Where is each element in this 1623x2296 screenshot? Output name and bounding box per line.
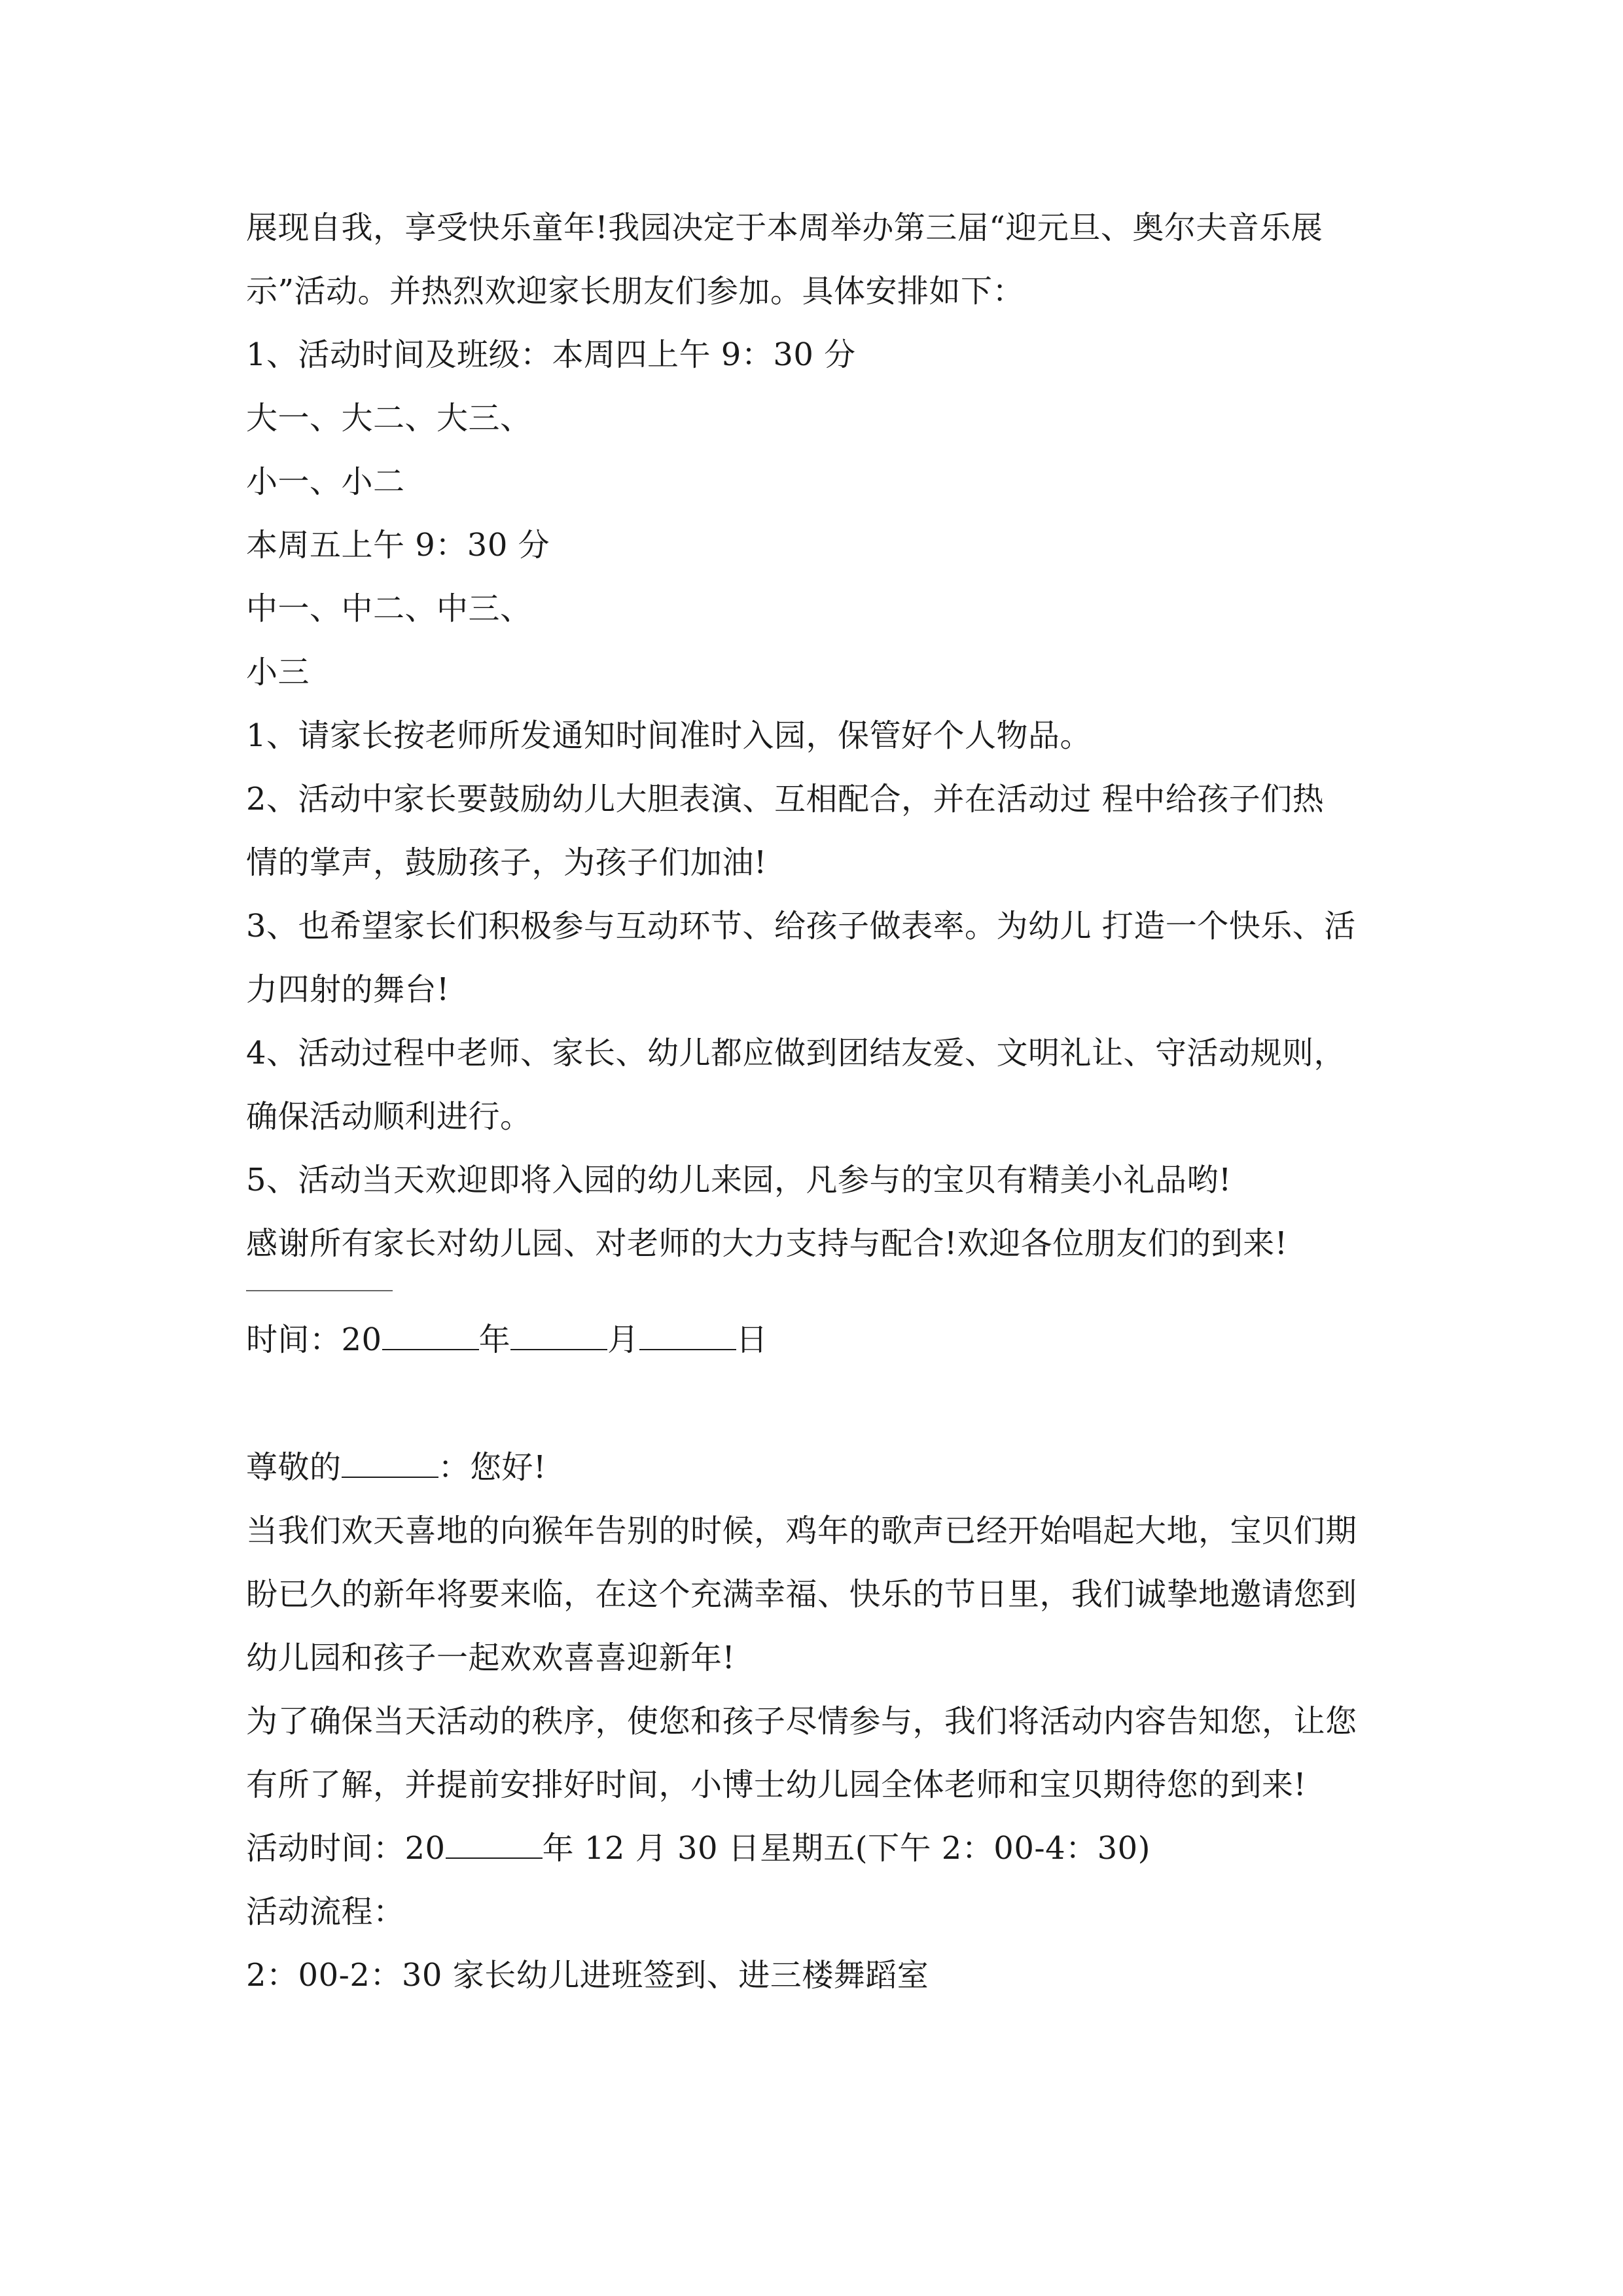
schedule-line: 大一、大二、大三、 bbox=[246, 400, 532, 437]
date-prefix: 时间：20 bbox=[246, 1321, 382, 1358]
body-line: 盼已久的新年将要来临，在这个充满幸福、快乐的节日里，我们诚挚地邀请您到 bbox=[246, 1576, 1357, 1613]
intro-line: 展现自我，享受快乐童年!我园决定于本周举办第三届“迎元旦、奥尔夫音乐展 bbox=[246, 209, 1323, 246]
rules-line: 情的掌声，鼓励孩子，为孩子们加油! bbox=[246, 844, 767, 881]
day-label: 日 bbox=[736, 1321, 768, 1358]
body-line: 幼儿园和孩子一起欢欢喜喜迎新年! bbox=[246, 1640, 736, 1676]
schedule-line: 小一、小二 bbox=[246, 463, 405, 500]
document-page bbox=[246, 196, 1385, 2007]
year-label: 年 bbox=[478, 1321, 511, 1358]
month-label: 月 bbox=[607, 1321, 639, 1358]
section-spacer bbox=[246, 1372, 1385, 1436]
schedule-line: 本周五上午 9：30 分 bbox=[246, 527, 550, 564]
body-line: 为了确保当天活动的秩序，使您和孩子尽情参与，我们将活动内容告知您，让您 bbox=[246, 1703, 1357, 1740]
rules-line: 感谢所有家长对幼儿园、对老师的大力支持与配合!欢迎各位朋友们的到来! bbox=[246, 1225, 1288, 1262]
flow-item: 2：00-2：30 家长幼儿进班签到、进三楼舞蹈室 bbox=[246, 1957, 929, 1994]
greeting-line bbox=[246, 1436, 1385, 1499]
greeting-suffix: ：您好! bbox=[438, 1449, 546, 1486]
month-blank bbox=[510, 1319, 607, 1350]
schedule-line: 中一、中二、中三、 bbox=[246, 590, 532, 627]
rules-line: 4、活动过程中老师、家长、幼儿都应做到团结友爱、文明礼让、守活动规则， bbox=[246, 1035, 1346, 1071]
year-blank bbox=[382, 1319, 479, 1350]
activity-time-prefix: 活动时间：20 bbox=[246, 1830, 446, 1867]
greeting-prefix: 尊敬的 bbox=[246, 1449, 342, 1486]
activity-year-blank bbox=[446, 1827, 543, 1859]
date-line bbox=[246, 1308, 1385, 1372]
flow-heading: 活动流程： bbox=[246, 1893, 405, 1930]
body-line: 有所了解，并提前安排好时间，小博士幼儿园全体老师和宝贝期待您的到来! bbox=[246, 1767, 1307, 1803]
intro-line: 示”活动。并热烈欢迎家长朋友们参加。具体安排如下： bbox=[246, 273, 1025, 310]
activity-time-line bbox=[246, 1817, 1385, 1880]
rules-line: 确保活动顺利进行。 bbox=[246, 1098, 532, 1135]
rules-line: 5、活动当天欢迎即将入园的幼儿来园，凡参与的宝贝有精美小礼品哟! bbox=[246, 1162, 1232, 1198]
rules-line: 力四射的舞台! bbox=[246, 971, 450, 1008]
schedule-line: 小三 bbox=[246, 654, 310, 691]
rules-line: 3、也希望家长们积极参与互动环节、给孩子做表率。为幼儿 打造一个快乐、活 bbox=[246, 908, 1356, 944]
schedule-line: 1、活动时间及班级：本周四上午 9：30 分 bbox=[246, 336, 856, 373]
recipient-blank bbox=[342, 1446, 438, 1478]
rules-line: 1、请家长按老师所发通知时间准时入园，保管好个人物品。 bbox=[246, 717, 1092, 754]
rules-line: 2、活动中家长要鼓励幼儿大胆表演、互相配合，并在活动过 程中给孩子们热 bbox=[246, 781, 1325, 817]
separator-rule bbox=[246, 1290, 393, 1291]
body-line: 当我们欢天喜地的向猴年告别的时候，鸡年的歌声已经开始唱起大地，宝贝们期 bbox=[246, 1513, 1357, 1549]
day-blank bbox=[639, 1319, 736, 1350]
activity-time-suffix: 年 12 月 30 日星期五(下午 2：00-4：30) bbox=[542, 1830, 1150, 1867]
